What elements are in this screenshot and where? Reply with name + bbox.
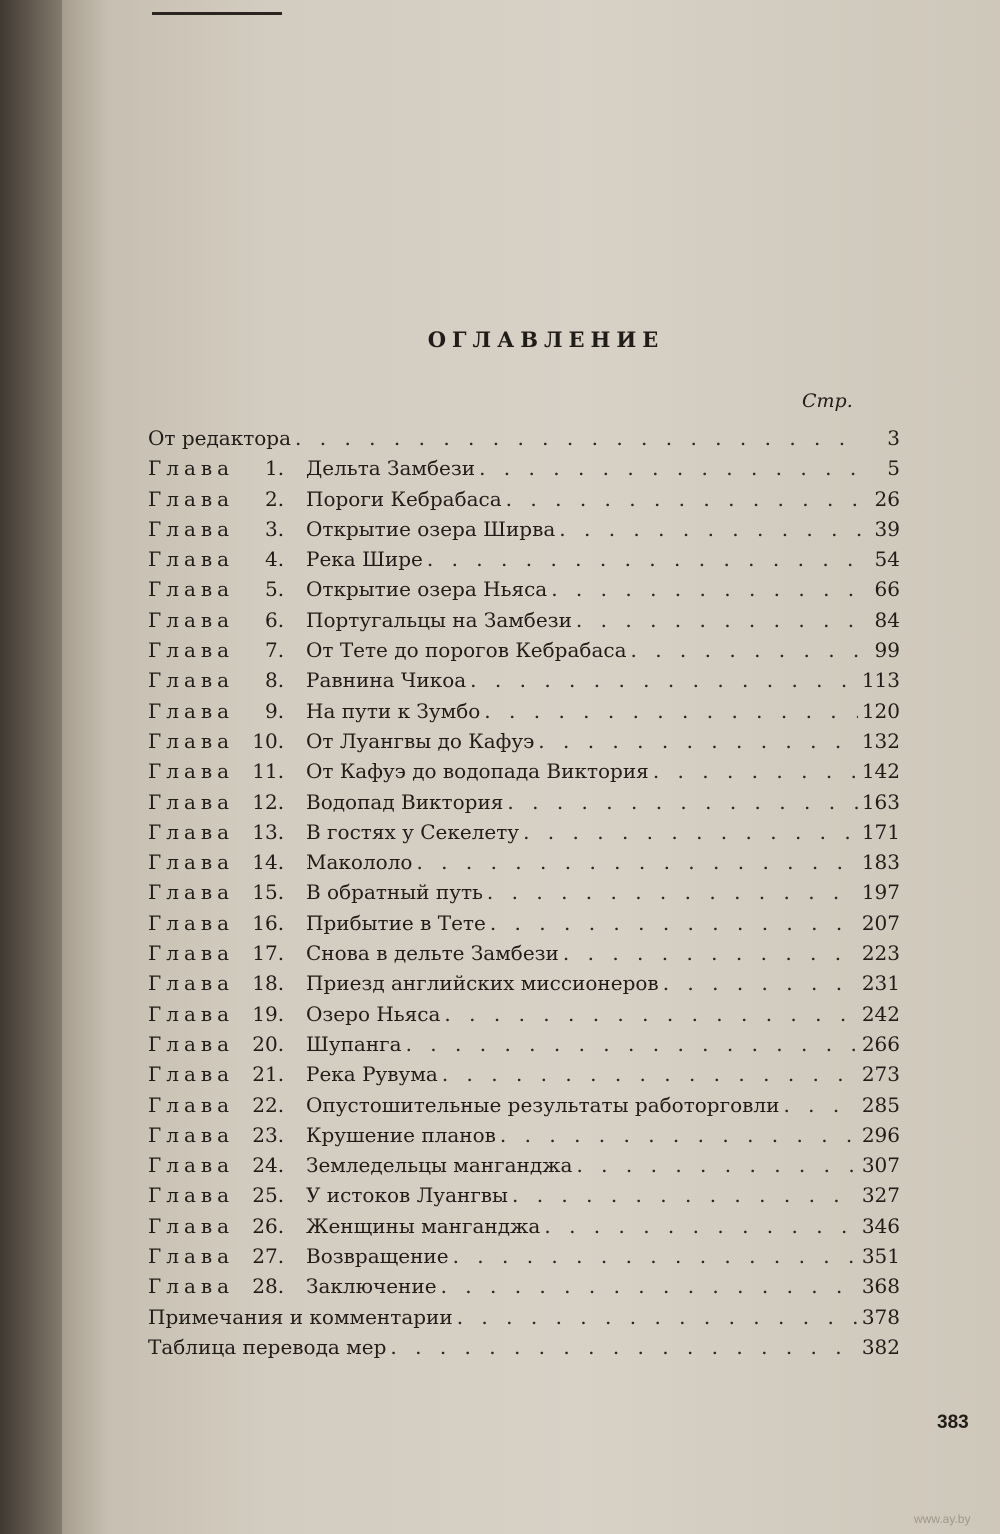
dot-leader — [507, 790, 857, 814]
toc-entry-title: Открытие озера Ньяса — [306, 577, 548, 602]
toc-entry-page: 142 — [861, 759, 900, 784]
dot-leader — [506, 487, 862, 511]
toc-entry — [148, 1002, 900, 1032]
toc-entry-title: Заключение — [306, 1274, 437, 1299]
toc-entry-page: 285 — [861, 1092, 900, 1117]
dot-leader — [484, 699, 858, 723]
toc-entry-title: Река Шире — [306, 547, 423, 572]
toc-entry-title: Пороги Кебрабаса — [306, 486, 502, 511]
toc-entry — [148, 729, 900, 759]
toc-entry — [148, 850, 900, 880]
dot-leader — [544, 1214, 857, 1238]
toc-entry-title: Земледельцы манганджа — [306, 1153, 573, 1178]
toc-entry — [148, 790, 900, 820]
chapter-label: Глава 5. — [148, 577, 285, 602]
dot-leader — [523, 820, 858, 844]
toc-entry-page: 197 — [861, 880, 900, 905]
dot-leader — [427, 547, 862, 571]
toc-entry — [148, 1062, 900, 1092]
chapter-label: Глава 27. — [148, 1244, 285, 1269]
toc-entry-title: Крушение планов — [306, 1122, 496, 1147]
toc-entry — [148, 1032, 900, 1062]
watermark: www.ay.by — [914, 1512, 971, 1526]
chapter-label: Глава 21. — [148, 1062, 285, 1087]
toc-entry-title: Таблица перевода мер — [148, 1334, 387, 1359]
toc-entry-page: 346 — [861, 1213, 900, 1238]
dot-leader — [563, 941, 858, 965]
toc-entry — [148, 699, 900, 729]
chapter-label: Глава 2. — [148, 486, 285, 511]
toc-entry — [148, 638, 900, 668]
toc-entry — [148, 971, 900, 1001]
toc-entry-page: 3 — [887, 426, 900, 450]
dot-leader — [470, 668, 858, 692]
chapter-label: Глава 28. — [148, 1274, 285, 1299]
toc-entry-page: 307 — [861, 1153, 900, 1178]
toc-entry — [148, 487, 900, 517]
toc-entry-title: Равнина Чикоа — [306, 668, 467, 693]
chapter-label: Глава 15. — [148, 880, 285, 905]
toc-entry-page: 368 — [861, 1274, 900, 1299]
toc-entry-page: 207 — [861, 910, 900, 935]
dot-leader — [453, 1244, 858, 1268]
table-of-contents — [148, 426, 900, 1365]
toc-entry-title: Приезд английских миссионеров — [306, 971, 659, 996]
toc-entry — [148, 456, 900, 486]
chapter-label: Глава 9. — [148, 698, 285, 723]
chapter-label: Глава 12. — [148, 789, 285, 814]
toc-entry — [148, 577, 900, 607]
toc-entry-page: 26 — [874, 486, 900, 511]
dot-leader — [576, 1153, 857, 1177]
toc-entry-page: 351 — [861, 1244, 900, 1269]
toc-entry-page: 163 — [861, 789, 900, 814]
toc-entry-title: Опустошительные результаты работорговли — [306, 1092, 780, 1117]
toc-entry-title: В обратный путь — [306, 880, 483, 905]
toc-entry-title: От Кафуэ до водопада Виктория — [306, 759, 649, 784]
page-number: 383 — [937, 1412, 969, 1433]
toc-entry-title: У истоков Луангвы — [306, 1183, 508, 1208]
toc-entry — [148, 1305, 900, 1335]
toc-entry-page: 5 — [887, 456, 900, 481]
chapter-label: Глава 10. — [148, 728, 285, 753]
toc-entry-title: От редактора — [148, 426, 292, 450]
chapter-label: Глава 4. — [148, 547, 285, 572]
toc-entry-title: Снова в дельте Замбези — [306, 941, 559, 966]
toc-entry — [148, 880, 900, 910]
page-column-label: Стр. — [802, 390, 853, 412]
chapter-label: Глава 22. — [148, 1092, 285, 1117]
toc-entry-page: 54 — [874, 547, 900, 572]
toc-entry-title: От Луангвы до Кафуэ — [306, 728, 535, 753]
toc-entry — [148, 1093, 900, 1123]
chapter-label: Глава 13. — [148, 819, 285, 844]
toc-entry-page: 327 — [861, 1183, 900, 1208]
toc-entry-title: Шупанга — [306, 1031, 402, 1056]
dot-leader — [538, 729, 858, 753]
toc-entry-title: От Тете до порогов Кебрабаса — [306, 638, 627, 663]
toc-entry-page: 223 — [861, 941, 900, 966]
toc-entry-title: Макололо — [306, 850, 413, 875]
toc-entry — [148, 1335, 900, 1365]
toc-entry — [148, 668, 900, 698]
toc-entry-title: Водопад Виктория — [306, 789, 504, 814]
toc-entry-page: 132 — [861, 728, 900, 753]
toc-entry-title: Река Рувума — [306, 1062, 438, 1087]
toc-entry-page: 113 — [861, 668, 900, 693]
dot-leader — [479, 456, 862, 480]
toc-entry-page: 84 — [874, 607, 900, 632]
chapter-label: Глава 8. — [148, 668, 285, 693]
dot-leader — [441, 1274, 858, 1298]
toc-entry-title: Дельта Замбези — [306, 456, 476, 481]
toc-entry — [148, 608, 900, 638]
toc-entry — [148, 426, 900, 456]
toc-entry-page: 39 — [874, 516, 900, 541]
chapter-label: Глава 20. — [148, 1031, 285, 1056]
toc-entry-page: 120 — [861, 698, 900, 723]
chapter-label: Глава 17. — [148, 941, 285, 966]
dot-leader — [663, 971, 858, 995]
chapter-label: Глава 23. — [148, 1122, 285, 1147]
dot-leader — [457, 1305, 858, 1329]
dot-leader — [653, 759, 858, 783]
toc-entry-title: Открытие озера Ширва — [306, 516, 556, 541]
toc-entry — [148, 941, 900, 971]
toc-entry-page: 183 — [861, 850, 900, 875]
toc-entry-page: 382 — [861, 1334, 900, 1359]
top-rule-divider — [152, 2, 282, 15]
book-page — [62, 0, 1000, 1534]
toc-entry-title: Примечания и комментарии — [148, 1304, 453, 1329]
book-spine-shadow — [0, 0, 70, 1534]
toc-entry — [148, 547, 900, 577]
chapter-label: Глава 19. — [148, 1001, 285, 1026]
toc-entry-title: Португальцы на Замбези — [306, 607, 572, 632]
chapter-label: Глава 18. — [148, 971, 285, 996]
toc-entry — [148, 1274, 900, 1304]
toc-entry — [148, 759, 900, 789]
dot-leader — [551, 577, 862, 601]
chapter-label: Глава 14. — [148, 850, 285, 875]
toc-entry-page: 266 — [861, 1031, 900, 1056]
dot-leader — [783, 1093, 857, 1117]
toc-entry-title: Озеро Ньяса — [306, 1001, 441, 1026]
chapter-label: Глава 11. — [148, 759, 285, 784]
dot-leader — [444, 1002, 857, 1026]
toc-entry-page: 231 — [861, 971, 900, 996]
toc-entry-title: Женщины манганджа — [306, 1213, 541, 1238]
toc-entry — [148, 1183, 900, 1213]
chapter-label: Глава 16. — [148, 910, 285, 935]
chapter-label: Глава 3. — [148, 516, 285, 541]
dot-leader — [416, 850, 857, 874]
chapter-label: Глава 7. — [148, 638, 285, 663]
toc-entry — [148, 820, 900, 850]
toc-entry — [148, 517, 900, 547]
toc-entry — [148, 1123, 900, 1153]
page-title: ОГЛАВЛЕНИЕ — [427, 327, 665, 352]
toc-entry-title: Прибытие в Тете — [306, 910, 486, 935]
toc-entry-page: 66 — [874, 577, 900, 602]
chapter-label: Глава 24. — [148, 1153, 285, 1178]
dot-leader — [631, 638, 863, 662]
dot-leader — [487, 880, 858, 904]
dot-leader — [490, 911, 858, 935]
toc-entry — [148, 1153, 900, 1183]
dot-leader — [442, 1062, 858, 1086]
chapter-label: Глава 1. — [148, 456, 285, 481]
chapter-label: Глава 26. — [148, 1213, 285, 1238]
dot-leader — [559, 517, 862, 541]
dot-leader — [500, 1123, 858, 1147]
toc-entry — [148, 1214, 900, 1244]
chapter-label: Глава 25. — [148, 1183, 285, 1208]
dot-leader — [390, 1335, 857, 1359]
toc-entry-page: 242 — [861, 1001, 900, 1026]
toc-entry-page: 273 — [861, 1062, 900, 1087]
dot-leader — [406, 1032, 858, 1056]
dot-leader — [576, 608, 862, 632]
toc-entry-page: 296 — [861, 1122, 900, 1147]
toc-entry-title: В гостях у Секелету — [306, 819, 520, 844]
toc-entry — [148, 1244, 900, 1274]
toc-entry-page: 378 — [861, 1304, 900, 1329]
toc-entry-title: На пути к Зумбо — [306, 698, 481, 723]
toc-entry-title: Возвращение — [306, 1244, 449, 1269]
dot-leader — [295, 426, 862, 450]
toc-entry — [148, 911, 900, 941]
chapter-label: Глава 6. — [148, 607, 285, 632]
toc-entry-page: 99 — [874, 638, 900, 663]
toc-entry-page: 171 — [861, 819, 900, 844]
dot-leader — [512, 1183, 858, 1207]
